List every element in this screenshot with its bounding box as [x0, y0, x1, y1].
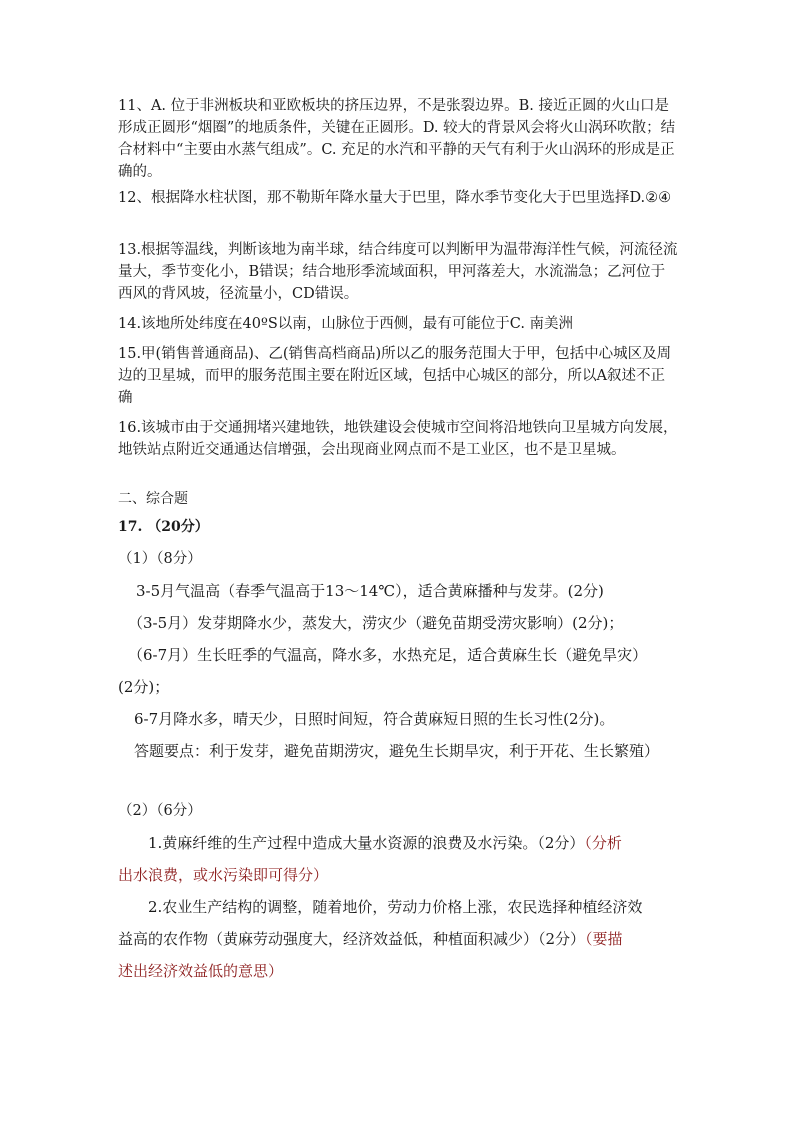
part1-answer-key: 答题要点：利于发芽，避免苗期涝灾，避免生长期旱灾，利于开花、生长繁殖）	[134, 742, 660, 760]
part2-item1-note-end: 出水浪费，或水污染即可得分）	[118, 866, 329, 884]
answer-14: 14.该地所处纬度在40ºS以南，山脉位于西侧，最有可能位于C. 南美洲	[118, 316, 574, 332]
question-17-header: 17. （20分）	[118, 519, 209, 535]
answer-16: 16.该城市由于交通拥堵兴建地铁，地铁建设会使城市空间将沿地铁向卫星城方向发展，地铁站点附近交通通达信增强，会出现商业网点而不是工业区，也不是卫星城。	[118, 420, 678, 458]
answer-11: 11、A. 位于非洲板块和亚欧板块的挤压边界，不是张裂边界。B. 接近正圆的火山口是形成正圆形“烟圈”的地质条件，关键在正圆形。D. 较大的背景风会将火山涡环吹散；结合材料中“主要由水蒸气组成”。C. 充足的水汽和平静的天气有利于火山涡环的形成是正确的。	[118, 98, 676, 180]
part2-item2-note-start: （要描	[585, 930, 623, 948]
part1-line3a: （6-7月）生长旺季的气温高，降水多，水热充足，适合黄麻生长（避免旱灾）	[128, 646, 648, 664]
part2-item1-text: 1.黄麻纤维的生产过程中造成大量水资源的浪费及水污染。（2分）	[148, 834, 585, 852]
part2-item2-text: 益高的农作物（黄麻劳动强度大，经济效益低，种植面积减少）（2分）	[118, 930, 586, 948]
part2-item2-line1: 2.农业生产结构的调整，随着地价，劳动力价格上涨，农民选择种植经济效	[148, 898, 643, 916]
answer-12: 12、根据降水柱状图，那不勒斯年降水量大于巴里，降水季节变化大于巴里选择D.②④	[118, 190, 672, 206]
part1-line4: 6-7月降水多，晴天少，日照时间短，符合黄麻短日照的生长习性(2分)。	[134, 710, 615, 728]
part1-line2: （3-5月）发芽期降水少，蒸发大，涝灾少（避免苗期受涝灾影响）(2分)；	[128, 614, 624, 632]
part2-item2-note-end: 述出经济效益低的意思）	[118, 962, 284, 980]
part1-line1: 3-5月气温高（春季气温高于13～14℃），适合黄麻播种与发芽。(2分)	[136, 582, 604, 600]
answer-15: 15.甲(销售普通商品)、乙(销售高档商品)所以乙的服务范围大于甲，包括中心城区及周边的卫星城，而甲的服务范围主要在附近区域，包括中心城区的部分，所以A叙述不正确	[118, 346, 672, 406]
answer-13: 13.根据等温线，判断该地为南半球，结合纬度可以判断甲为温带海洋性气候，河流径流量大，季节变化小，B错误；结合地形季流域面积，甲河落差大，水流湍急；乙河位于西风的背风坡，径流量小，CD错误。	[118, 242, 678, 302]
part2-header: （2）（6分）	[118, 803, 202, 819]
part2-item1-line1	[148, 832, 622, 854]
part1-header: （1）（8分）	[118, 551, 202, 567]
part2-item1-note-start: （分析	[584, 834, 622, 852]
section-title: 二、综合题	[118, 491, 188, 507]
part1-line3b: (2分)；	[118, 678, 170, 696]
part2-item2-line2	[118, 928, 623, 950]
